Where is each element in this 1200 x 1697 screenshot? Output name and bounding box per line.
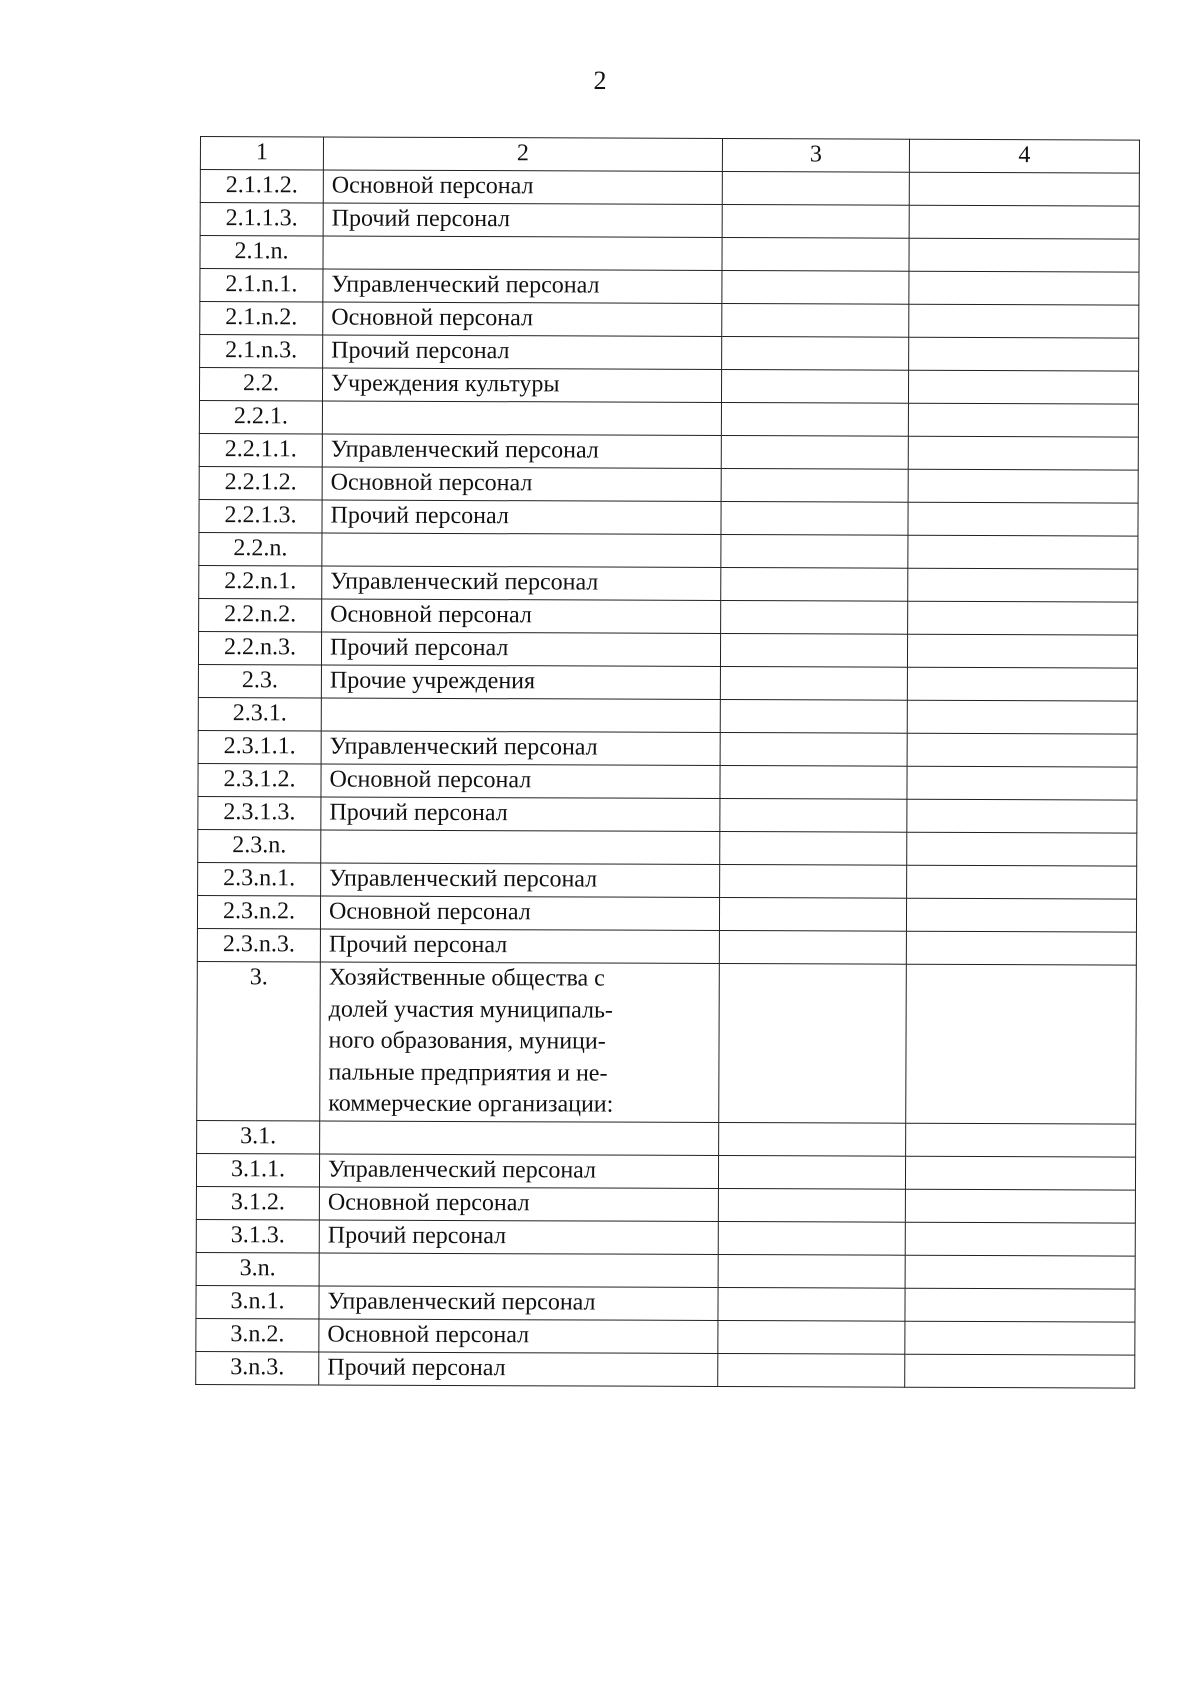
table-row <box>199 466 1138 503</box>
column-header-1: 1 <box>200 137 323 170</box>
row-name-cell: Прочий персонал <box>323 335 722 370</box>
row-number-cell: 3.1.2. <box>196 1186 319 1219</box>
row-value-cell-4 <box>907 766 1137 800</box>
row-number-cell: 2.2.n.3. <box>198 631 321 664</box>
table-row <box>199 433 1138 470</box>
row-number-cell: 2.1.n. <box>200 236 323 269</box>
table-row <box>197 961 1137 1124</box>
row-number-cell: 2.3. <box>198 664 321 697</box>
row-value-cell-4 <box>909 238 1139 272</box>
row-name-cell: Управленческий персонал <box>321 731 720 766</box>
row-value-cell-4 <box>908 502 1138 536</box>
row-name-cell: Управленческий персонал <box>321 863 720 898</box>
row-value-cell-3 <box>718 1287 905 1321</box>
row-value-cell-4 <box>908 535 1138 569</box>
row-number-cell: 2.3.n.3. <box>197 928 320 961</box>
row-value-cell-4 <box>909 271 1139 305</box>
row-value-cell-3 <box>719 898 906 932</box>
row-name-cell: Управленческий персонал <box>323 269 722 304</box>
row-value-cell-3 <box>720 667 907 701</box>
row-value-cell-4 <box>905 1354 1135 1388</box>
row-number-cell: 3. <box>197 961 321 1120</box>
table-row <box>196 1153 1135 1190</box>
row-number-cell: 2.3.n. <box>198 829 321 862</box>
row-number-cell: 2.2.n.1. <box>199 565 322 598</box>
row-value-cell-3 <box>720 700 907 734</box>
table-row <box>199 499 1138 536</box>
row-value-cell-4 <box>907 832 1137 866</box>
table-row <box>197 895 1136 932</box>
row-name-cell <box>321 830 720 865</box>
row-value-cell-3 <box>718 1254 905 1288</box>
staff-table <box>195 136 1140 1389</box>
row-value-cell-4 <box>905 1222 1135 1256</box>
table-row <box>197 1120 1136 1157</box>
row-value-cell-3 <box>721 601 908 635</box>
column-header-4: 4 <box>909 139 1139 173</box>
row-value-cell-3 <box>718 1188 905 1222</box>
row-value-cell-4 <box>907 799 1137 833</box>
table-row <box>198 664 1137 701</box>
table-row <box>196 1351 1135 1388</box>
row-name-cell: Основной персонал <box>323 170 722 205</box>
row-name-cell: Прочие учреждения <box>321 665 720 700</box>
table-row <box>200 170 1139 207</box>
row-value-cell-4 <box>908 403 1138 437</box>
row-value-cell-3 <box>721 469 908 503</box>
row-value-cell-3 <box>721 535 908 569</box>
row-value-cell-3 <box>718 1155 905 1189</box>
table-row <box>199 532 1138 569</box>
row-number-cell: 2.1.n.3. <box>200 335 323 368</box>
row-name-cell: Управленческий персонал <box>322 434 721 469</box>
table-row <box>198 697 1137 734</box>
row-name-cell: Основной персонал <box>322 599 721 634</box>
row-value-cell-3 <box>720 832 907 866</box>
table-row <box>199 565 1138 602</box>
table-row <box>200 203 1139 240</box>
row-value-cell-3 <box>719 1122 906 1156</box>
row-value-cell-4 <box>907 667 1137 701</box>
row-value-cell-3 <box>722 304 909 338</box>
row-name-cell: Прочий персонал <box>319 1220 718 1255</box>
row-number-cell: 3.1.3. <box>196 1219 319 1252</box>
table-row <box>200 236 1139 273</box>
row-value-cell-3 <box>721 436 908 470</box>
row-value-cell-4 <box>909 304 1139 338</box>
row-value-cell-3 <box>720 799 907 833</box>
page-number: 2 <box>593 66 607 95</box>
row-value-cell-4 <box>905 1321 1135 1355</box>
row-value-cell-4 <box>907 700 1137 734</box>
row-value-cell-4 <box>908 469 1138 503</box>
row-name-cell: Управленческий персонал <box>319 1286 718 1321</box>
row-value-cell-3 <box>722 238 909 272</box>
row-number-cell: 2.3.1.3. <box>198 796 321 829</box>
row-number-cell: 2.3.1.1. <box>198 730 321 763</box>
row-value-cell-4 <box>907 865 1137 899</box>
row-name-cell: Прочий персонал <box>321 632 720 667</box>
row-value-cell-3 <box>718 1221 905 1255</box>
table-row <box>198 796 1137 833</box>
row-number-cell: 2.2.1.3. <box>199 499 322 532</box>
table-row <box>197 928 1136 965</box>
table-row <box>196 1318 1135 1355</box>
row-name-cell: Основной персонал <box>319 1319 718 1354</box>
row-value-cell-3 <box>718 1320 905 1354</box>
row-value-cell-4 <box>908 568 1138 602</box>
row-number-cell: 2.1.1.2. <box>200 170 323 203</box>
row-number-cell: 2.1.n.1. <box>200 269 323 302</box>
row-number-cell: 2.2.1.2. <box>199 466 322 499</box>
row-value-cell-3 <box>722 337 909 371</box>
table-row <box>196 1285 1135 1322</box>
table-row <box>200 302 1139 339</box>
row-value-cell-4 <box>906 964 1137 1124</box>
row-value-cell-4 <box>909 337 1139 371</box>
row-value-cell-4 <box>905 1288 1135 1322</box>
row-number-cell: 3.n.1. <box>196 1285 319 1318</box>
row-name-cell: Прочий персонал <box>323 203 722 238</box>
row-value-cell-4 <box>908 601 1138 635</box>
table-row <box>196 1252 1135 1289</box>
row-value-cell-4 <box>906 1123 1136 1157</box>
row-name-cell <box>322 401 721 436</box>
row-value-cell-3 <box>720 766 907 800</box>
row-value-cell-4 <box>909 172 1139 206</box>
row-value-cell-4 <box>908 370 1138 404</box>
row-value-cell-3 <box>719 931 906 965</box>
row-value-cell-3 <box>718 1353 905 1387</box>
table-row <box>199 598 1138 635</box>
table-row <box>199 400 1138 437</box>
row-value-cell-3 <box>722 172 909 206</box>
row-name-cell: Основной персонал <box>323 302 722 337</box>
row-value-cell-4 <box>906 931 1136 965</box>
row-name-cell <box>320 1121 719 1156</box>
table-row <box>198 763 1137 800</box>
column-header-2: 2 <box>323 137 722 172</box>
row-number-cell: 3.1.1. <box>196 1153 319 1186</box>
row-number-cell: 2.3.n.2. <box>197 895 320 928</box>
row-number-cell: 2.3.1.2. <box>198 763 321 796</box>
row-name-cell: Основной персонал <box>322 467 721 502</box>
row-value-cell-3 <box>719 964 907 1124</box>
row-name-cell: Учреждения культуры <box>322 368 721 403</box>
row-name-cell: Прочий персонал <box>320 929 719 964</box>
row-value-cell-3 <box>722 205 909 239</box>
row-value-cell-3 <box>720 733 907 767</box>
table-row <box>198 829 1137 866</box>
row-name-cell: Прочий персонал <box>319 1352 718 1387</box>
row-number-cell: 3.n.3. <box>196 1351 319 1384</box>
row-value-cell-3 <box>721 370 908 404</box>
row-value-cell-3 <box>720 634 907 668</box>
row-number-cell: 2.1.n.2. <box>200 302 323 335</box>
row-name-cell <box>322 533 721 568</box>
table-row <box>200 269 1139 306</box>
row-value-cell-4 <box>905 1255 1135 1289</box>
table-row <box>196 1186 1135 1223</box>
row-number-cell: 3.1. <box>197 1120 320 1153</box>
row-value-cell-4 <box>906 898 1136 932</box>
row-number-cell: 2.3.n.1. <box>198 862 321 895</box>
row-number-cell: 2.2.n. <box>199 532 322 565</box>
row-name-cell: Управленческий персонал <box>322 566 721 601</box>
row-name-cell: Прочий персонал <box>321 797 720 832</box>
row-value-cell-4 <box>909 205 1139 239</box>
row-value-cell-4 <box>908 436 1138 470</box>
table-body <box>196 170 1140 1389</box>
row-number-cell: 2.2. <box>199 368 322 401</box>
row-name-cell: Основной персонал <box>319 1187 718 1222</box>
row-name-cell: Управленческий персонал <box>319 1154 718 1189</box>
row-number-cell: 3.n. <box>196 1252 319 1285</box>
row-number-cell: 2.2.n.2. <box>199 598 322 631</box>
row-name-cell: Хозяйственные общества с долей участия муниципаль- ного образования, муници- пальные предприятия и не- коммерческие организации: <box>320 962 720 1123</box>
row-name-cell: Основной персонал <box>321 764 720 799</box>
row-number-cell: 3.n.2. <box>196 1318 319 1351</box>
row-number-cell: 2.1.1.3. <box>200 203 323 236</box>
row-value-cell-3 <box>720 865 907 899</box>
row-name-cell: Прочий персонал <box>322 500 721 535</box>
row-value-cell-4 <box>905 1189 1135 1223</box>
table-row <box>198 730 1137 767</box>
row-number-cell: 2.2.1. <box>199 400 322 433</box>
row-name-cell <box>321 698 720 733</box>
row-number-cell: 2.3.1. <box>198 697 321 730</box>
table-row <box>199 368 1138 405</box>
row-name-cell: Основной персонал <box>320 896 719 931</box>
table-header-row <box>200 137 1139 174</box>
row-value-cell-3 <box>721 568 908 602</box>
row-value-cell-4 <box>905 1156 1135 1190</box>
row-value-cell-4 <box>907 733 1137 767</box>
table-row <box>198 631 1137 668</box>
row-name-cell <box>319 1253 718 1288</box>
table-row <box>198 862 1137 899</box>
table-row <box>200 335 1139 372</box>
row-value-cell-3 <box>722 271 909 305</box>
row-value-cell-4 <box>907 634 1137 668</box>
table-header <box>200 137 1139 174</box>
table-row <box>196 1219 1135 1256</box>
row-name-cell <box>323 236 722 271</box>
row-value-cell-3 <box>721 403 908 437</box>
column-header-3: 3 <box>722 139 909 173</box>
row-value-cell-3 <box>721 502 908 536</box>
row-number-cell: 2.2.1.1. <box>199 433 322 466</box>
